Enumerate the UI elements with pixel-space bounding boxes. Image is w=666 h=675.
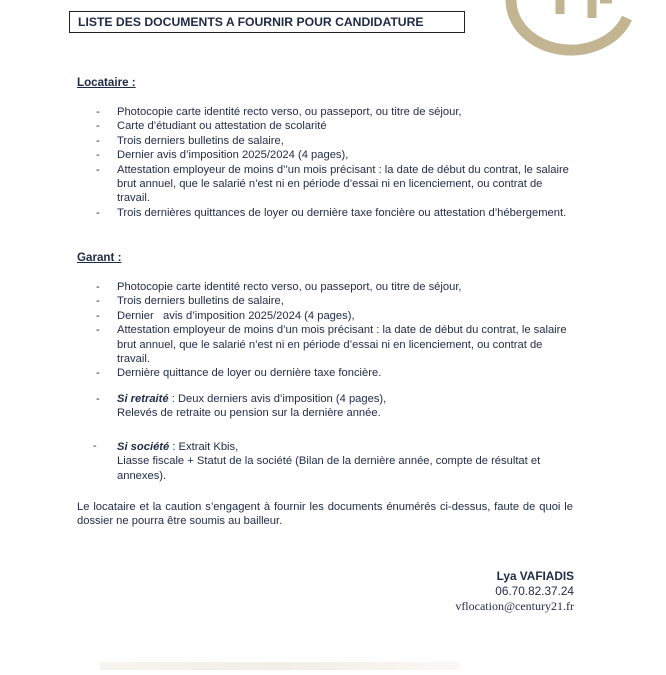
signature-name: Lya VAFIADIS [496,569,574,583]
list-item: - Carte d’étudiant ou attestation de scolarité [96,120,327,133]
list-item: - Dernier avis d’imposition 2025/2024 (4 pages), [96,309,355,322]
list-item-societe: - Si société : Extrait Kbis, Liasse fiscale + Statut de la société (Bilan de la dernière année, compte de résultat et annexes). [93,440,541,482]
locataire-heading: Locataire : [77,76,136,89]
list-item: - Trois dernières quittances de loyer ou dernière taxe foncière ou attestation d’hébergement. [96,206,567,219]
closing-paragraph: Le locataire et la caution s’engagent à fournir les documents énumérés ci-dessus, faute de quoi le dossier ne pourra être soumis au bailleur. [77,501,573,528]
list-item: - Photocopie carte identité recto verso, ou passeport, ou titre de séjour, [96,106,462,118]
list-item: - Dernière quittance de loyer ou dernière taxe foncière. [96,367,382,380]
list-item: - Trois derniers bulletins de salaire, [96,134,284,147]
list-item: - Photocopie carte identité recto verso, ou passeport, ou titre de séjour, [96,281,462,293]
list-item: - Attestation employeur de moins d’un mois précisant : la date de début du contrat, le salaire brut annuel, que le salarié n’est ni en période d’essai ni en licenciement, ou contrat de travail. [96,324,567,366]
list-item: - Attestation employeur de moins d’’un mois précisant : la date de début du contrat, le salaire brut annuel, que le salarié n’est ni en période d’essai ni en licenciement, ou contrat de travail. [96,163,569,205]
list-item: - Trois derniers bulletins de salaire, [96,295,284,308]
list-item: - Dernier avis d’imposition 2025/2024 (4 pages), [96,149,349,162]
footer-decoration [100,662,460,670]
page-title: LISTE DES DOCUMENTS A FOURNIR POUR CANDIDATURE [69,11,465,33]
garant-heading: Garant : [77,251,122,264]
garant-list [96,280,574,421]
signature-email[interactable]: vflocation@century21.fr [455,598,574,613]
list-item-retraite: - Si retraité : Deux derniers avis d’imposition (4 pages), Relevés de retraite ou pension sur la dernière année. [96,392,387,420]
locataire-list [96,105,574,220]
signature-block [455,569,574,613]
signature-phone: 06.70.82.37.24 [495,583,574,598]
